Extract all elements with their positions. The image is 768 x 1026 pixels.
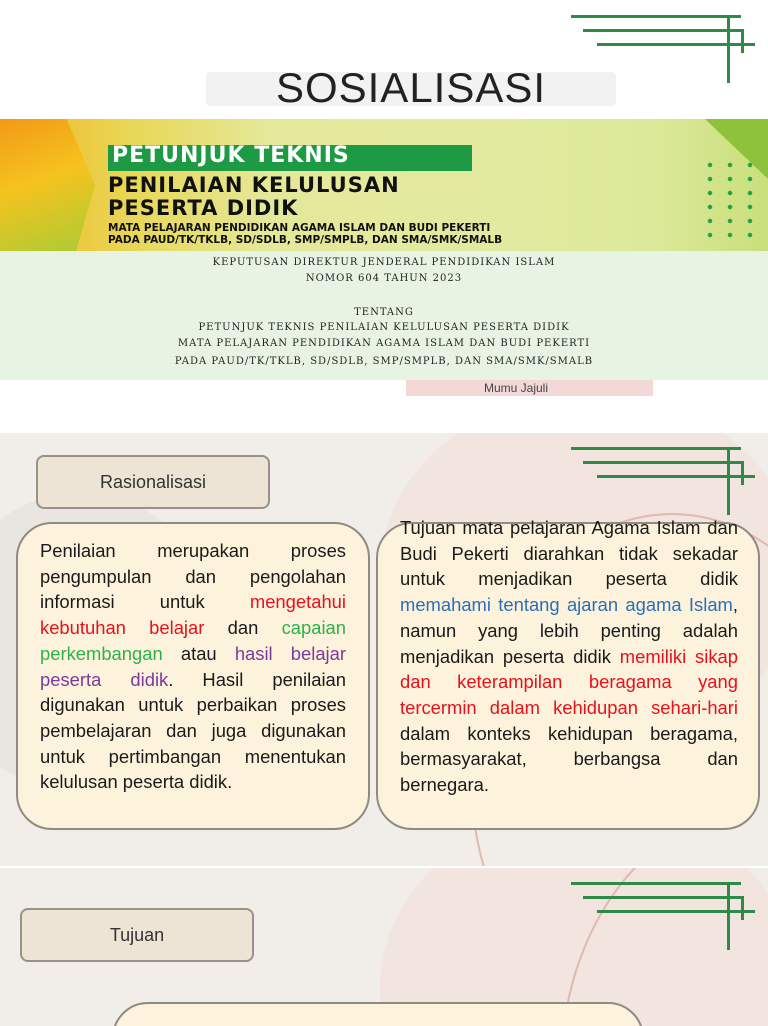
banner-pill-text: PETUNJUK TEKNIS [112, 143, 350, 168]
rasionalisasi-card-right [376, 517, 760, 830]
paragraph-text: dan [204, 617, 282, 639]
slide-tujuan [0, 866, 768, 1026]
paragraph-text: . Hasil penilaian digunakan untuk perbaikan proses pembelajaran dan juga digunakan untuk pertimbangan menentukan kelulusan peserta didik. [40, 668, 346, 793]
decree-block [0, 251, 768, 380]
decree-line: PADA PAUD/TK/TKLB, SD/SDLB, SMP/SMPLB, DAN SMA/SMK/SMALB [174, 356, 594, 367]
highlight-blue: memahami tentang ajaran agama Islam [400, 594, 733, 616]
slide-rasionalisasi [0, 433, 768, 866]
decree-line: MATA PELAJARAN PENDIDIKAN AGAMA ISLAM DAN BUDI PEKERTI [177, 338, 591, 349]
decree-line: KEPUTUSAN DIREKTUR JENDERAL PENDIDIKAN ISLAM [212, 257, 556, 268]
paragraph-text: dalam konteks kehidupan beragama, bermasyarakat, berbangsa dan bernegara. [400, 722, 738, 796]
banner-subheading-line2: PADA PAUD/TK/TKLB, SD/SDLB, SMP/SMPLB, DAN SMA/SMK/SMALB [108, 234, 503, 246]
decree-line: TENTANG [354, 307, 414, 318]
decree-line: NOMOR 604 TAHUN 2023 [305, 273, 463, 284]
author-name: Mumu Jajuli [483, 381, 549, 395]
page-title: SOSIALISASI [275, 64, 547, 111]
card-right-text [400, 515, 738, 798]
highlight-green: capaian perkembangan [40, 617, 347, 664]
paragraph-text: atau [162, 642, 235, 664]
decree-line: PETUNJUK TEKNIS PENILAIAN KELULUSAN PESERTA DIDIK [198, 322, 570, 333]
rasionalisasi-card-left [16, 522, 370, 830]
section-label-tujuan: Tujuan [20, 908, 254, 962]
paragraph-text: Tujuan mata pelajaran Agama Islam dan Budi Pekerti diarahkan tidak sekadar untuk menjadikan peserta didik [400, 517, 738, 590]
highlight-red: memiliki sikap dan keterampilan beragama yang tercermin dalam kehidupan sehari-hari [400, 645, 738, 718]
banner-heading-line1: PENILAIAN KELULUSAN [108, 173, 400, 197]
highlight-red: mengetahui kebutuhan belajar [40, 591, 346, 639]
dots-pattern-decoration [700, 158, 760, 244]
banner-subheading-line1: MATA PELAJARAN PENDIDIKAN AGAMA ISLAM DAN BUDI PEKERTI [108, 222, 491, 234]
paragraph-text: Penilaian merupakan proses pengumpulan dan pengolahan informasi untuk [40, 540, 346, 613]
tujuan-card [112, 1002, 644, 1026]
banner-heading-line2: PESERTA DIDIK [108, 196, 299, 220]
slide-cover [0, 0, 768, 420]
paragraph-text: , namun yang lebih penting adalah menjadikan peserta didik [400, 594, 738, 667]
banner-left-shape [0, 119, 95, 251]
highlight-purple: hasil belajar peserta didik [40, 642, 346, 690]
section-label-rasionalisasi: Rasionalisasi [36, 455, 270, 509]
